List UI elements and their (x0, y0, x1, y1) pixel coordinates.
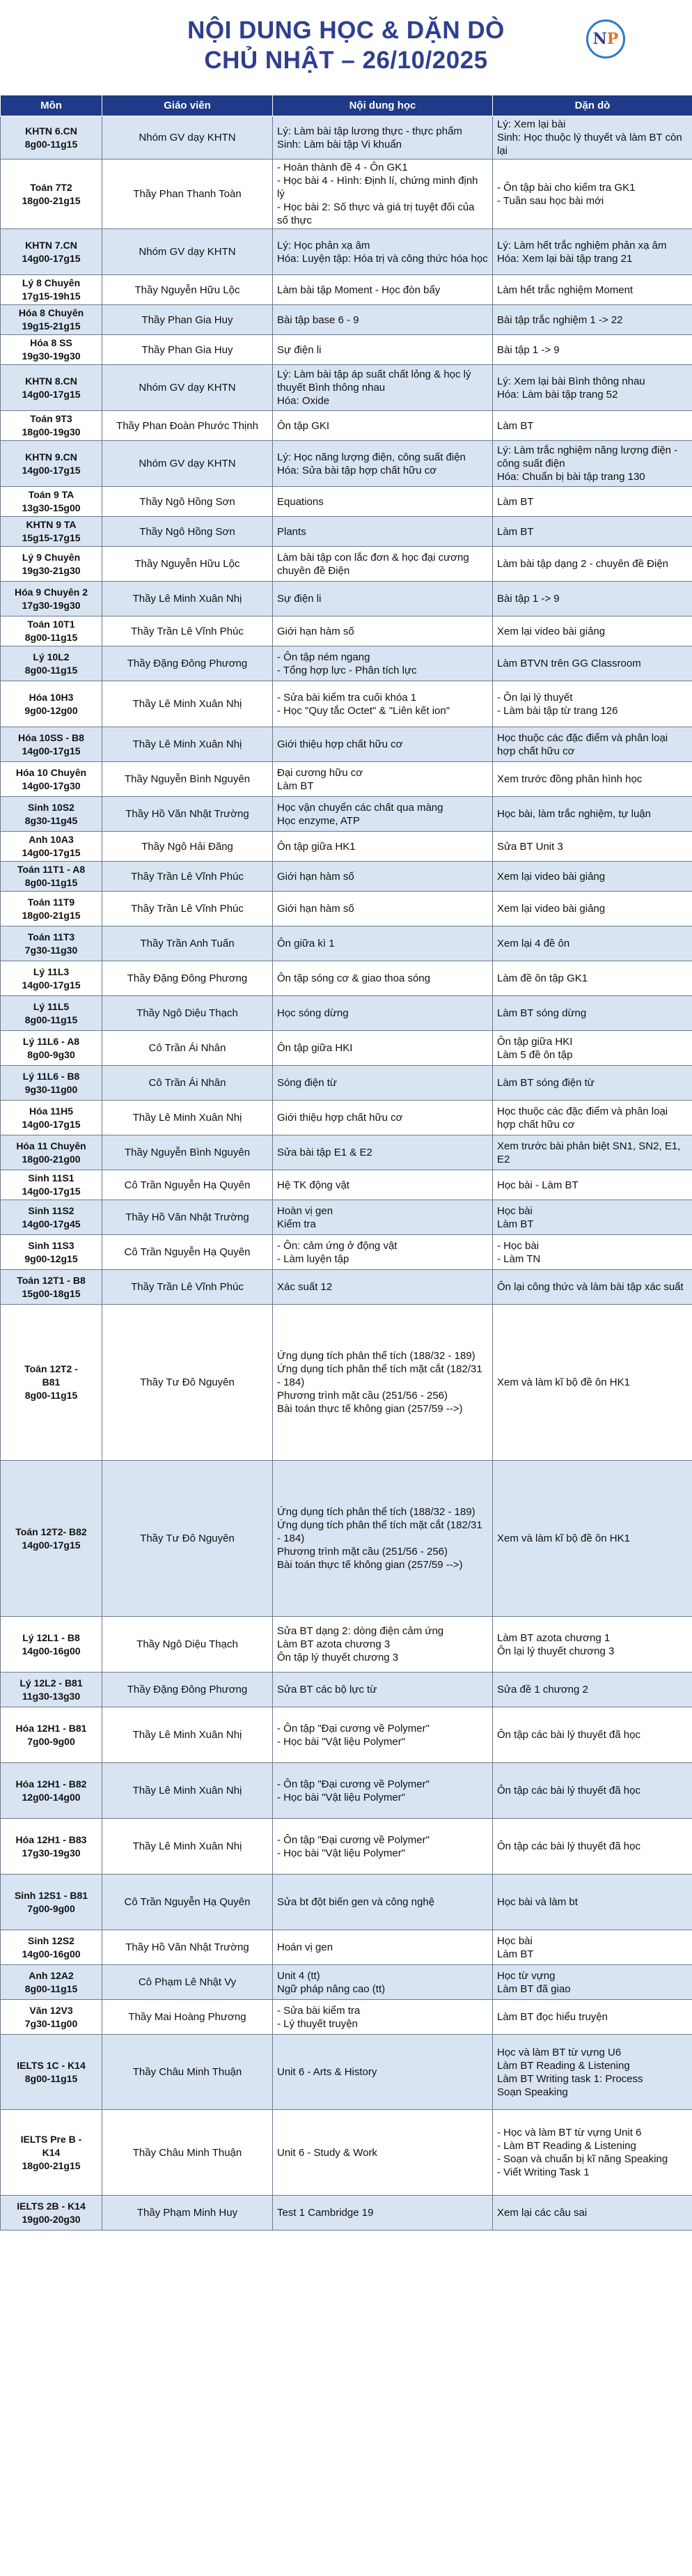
content-cell: Sóng điện từ (273, 1066, 493, 1101)
subject-cell: Sinh 11S1 14g00-17g15 (1, 1170, 102, 1200)
subject-cell: Hóa 12H1 - B81 7g00-9g00 (1, 1707, 102, 1763)
homework-cell: Học bài, làm trắc nghiệm, tự luận (493, 797, 692, 832)
content-cell: Sự điện li (273, 582, 493, 616)
teacher-cell: Cô Trần Ái Nhân (102, 1031, 273, 1066)
homework-cell: Làm BT (493, 517, 692, 547)
content-cell: Test 1 Cambridge 19 (273, 2196, 493, 2230)
subject-cell: Lý 12L1 - B8 14g00-16g00 (1, 1617, 102, 1673)
teacher-cell: Thầy Nguyễn Bình Nguyên (102, 762, 273, 797)
table-row (1, 1031, 692, 1066)
homework-cell: Xem lại 4 đề ôn (493, 926, 692, 961)
table-row (1, 832, 692, 862)
content-cell: Làm bài tập Moment - Học đòn bẩy (273, 275, 493, 305)
teacher-cell: Thầy Nguyễn Bình Nguyên (102, 1135, 273, 1170)
teacher-cell: Thầy Ngô Hải Đăng (102, 832, 273, 862)
homework-cell: Ôn tập giữa HKI Làm 5 đề ôn tập (493, 1031, 692, 1066)
subject-cell: Anh 10A3 14g00-17g15 (1, 832, 102, 862)
table-row (1, 996, 692, 1031)
teacher-cell: Thầy Đặng Đông Phương (102, 961, 273, 996)
content-cell: Giới thiệu hợp chất hữu cơ (273, 727, 493, 762)
homework-cell: Học bài - Làm BT (493, 1170, 692, 1200)
table-row (1, 616, 692, 646)
subject-cell: Hóa 12H1 - B83 17g30-19g30 (1, 1819, 102, 1875)
content-cell: - Sửa bài kiểm tra cuối khóa 1 - Học "Quy tắc Octet" & "Liên kết ion" (273, 681, 493, 727)
teacher-cell: Thầy Lê Minh Xuân Nhị (102, 1707, 273, 1763)
table-row (1, 681, 692, 727)
homework-cell: Học từ vựng Làm BT đã giao (493, 1965, 692, 2000)
table-row (1, 1170, 692, 1200)
col-header-teacher: Giáo viên (102, 95, 273, 116)
subject-cell: IELTS 2B - K14 19g00-20g30 (1, 2196, 102, 2230)
table-row (1, 365, 692, 411)
subject-cell: Lý 9 Chuyên 19g30-21g30 (1, 547, 102, 582)
teacher-cell: Thầy Trần Lê Vĩnh Phúc (102, 1270, 273, 1305)
content-cell: Đại cương hữu cơ Làm BT (273, 762, 493, 797)
subject-cell: Hóa 10 Chuyên 14g00-17g30 (1, 762, 102, 797)
teacher-cell: Thầy Lê Minh Xuân Nhị (102, 681, 273, 727)
content-cell: Bài tập base 6 - 9 (273, 305, 493, 335)
content-cell: Giới thiệu hợp chất hữu cơ (273, 1101, 493, 1135)
content-cell: - Ôn tập ném ngang - Tổng hợp lực - Phân tích lực (273, 646, 493, 681)
table-row (1, 1617, 692, 1673)
table-row (1, 2110, 692, 2196)
table-row (1, 335, 692, 365)
school-logo (581, 20, 630, 74)
subject-cell: Sinh 10S2 8g30-11g45 (1, 797, 102, 832)
teacher-cell: Thầy Phạm Minh Huy (102, 2196, 273, 2230)
homework-cell: Xem và làm kĩ bộ đề ôn HK1 (493, 1461, 692, 1617)
table-row (1, 441, 692, 487)
teacher-cell: Thầy Châu Minh Thuận (102, 2110, 273, 2196)
logo-subtitle (581, 61, 630, 65)
homework-cell: Làm BT (493, 487, 692, 517)
table-row (1, 517, 692, 547)
content-cell: Sự điện li (273, 335, 493, 365)
homework-cell: Sửa BT Unit 3 (493, 832, 692, 862)
subject-cell: Toán 10T1 8g00-11g15 (1, 616, 102, 646)
subject-cell: Toán 9T3 18g00-19g30 (1, 411, 102, 441)
table-row (1, 2035, 692, 2110)
content-cell: Sửa BT các bộ lực từ (273, 1673, 493, 1707)
teacher-cell: Thầy Hồ Văn Nhật Trường (102, 797, 273, 832)
subject-cell: Hóa 11H5 14g00-17g15 (1, 1101, 102, 1135)
homework-cell: - Học và làm BT từ vựng Unit 6 - Làm BT Reading & Listening - Soạn và chuẩn bị kĩ năng Speaking - Viết Writing Task 1 (493, 2110, 692, 2196)
homework-cell: Làm BTVN trên GG Classroom (493, 646, 692, 681)
subject-cell: Sinh 12S1 - B81 7g00-9g00 (1, 1875, 102, 1930)
subject-cell: Hóa 10SS - B8 14g00-17g15 (1, 727, 102, 762)
subject-cell: Hóa 10H3 9g00-12g00 (1, 681, 102, 727)
table-row (1, 411, 692, 441)
table-row (1, 1200, 692, 1235)
content-cell: Ôn giữa kì 1 (273, 926, 493, 961)
teacher-cell: Thầy Phan Gia Huy (102, 305, 273, 335)
homework-cell: Làm đề ôn tập GK1 (493, 961, 692, 996)
homework-cell: Học bài Làm BT (493, 1200, 692, 1235)
content-cell: Lý: Làm bài tập lương thực - thực phẩm Sinh: Làm bài tập Vi khuẩn (273, 116, 493, 160)
subject-cell: Toán 12T2- B82 14g00-17g15 (1, 1461, 102, 1617)
teacher-cell: Nhóm GV dạy KHTN (102, 116, 273, 160)
subject-cell: Toán 7T2 18g00-21g15 (1, 160, 102, 229)
teacher-cell: Cô Trần Nguyễn Hạ Quyên (102, 1235, 273, 1270)
content-cell: Ôn tập giữa HK1 (273, 832, 493, 862)
homework-cell: Bài tập 1 -> 9 (493, 582, 692, 616)
homework-cell: Làm BT sóng dừng (493, 996, 692, 1031)
content-cell: Ôn tập giữa HKI (273, 1031, 493, 1066)
teacher-cell: Thầy Ngô Hồng Sơn (102, 487, 273, 517)
teacher-cell: Cô Phạm Lê Nhật Vy (102, 1965, 273, 2000)
content-cell: Xác suất 12 (273, 1270, 493, 1305)
subject-cell: IELTS Pre B - K14 18g00-21g15 (1, 2110, 102, 2196)
content-cell: - Hoàn thành đề 4 - Ôn GK1 - Học bài 4 - Hình: Định lí, chứng minh định lý - Học bài 2: Số thực và giá trị tuyệt đối của số thực (273, 160, 493, 229)
teacher-cell: Thầy Lê Minh Xuân Nhị (102, 727, 273, 762)
homework-cell: - Học bài - Làm TN (493, 1235, 692, 1270)
subject-cell: KHTN 9.CN 14g00-17g15 (1, 441, 102, 487)
subject-cell: Sinh 12S2 14g00-16g00 (1, 1930, 102, 1965)
col-header-homework: Dặn dò (493, 95, 692, 116)
table-row (1, 1101, 692, 1135)
table-row (1, 797, 692, 832)
homework-cell: Xem lại các câu sai (493, 2196, 692, 2230)
content-cell: - Ôn tập "Đại cương về Polymer" - Học bài "Vật liệu Polymer" (273, 1763, 493, 1819)
content-cell: Unit 6 - Arts & History (273, 2035, 493, 2110)
content-cell: Sửa BT dạng 2: dòng điện cảm ứng Làm BT azota chương 3 Ôn tập lý thuyết chương 3 (273, 1617, 493, 1673)
subject-cell: Toán 12T2 - B81 8g00-11g15 (1, 1305, 102, 1461)
teacher-cell: Nhóm GV dạy KHTN (102, 441, 273, 487)
teacher-cell: Thầy Ngô Diệu Thạch (102, 996, 273, 1031)
subject-cell: Lý 11L6 - B8 9g30-11g00 (1, 1066, 102, 1101)
table-row (1, 1707, 692, 1763)
teacher-cell: Thầy Châu Minh Thuận (102, 2035, 273, 2110)
subject-cell: Lý 8 Chuyên 17g15-19h15 (1, 275, 102, 305)
teacher-cell: Thầy Hồ Văn Nhật Trường (102, 1200, 273, 1235)
teacher-cell: Thầy Ngô Hồng Sơn (102, 517, 273, 547)
table-row (1, 1066, 692, 1101)
content-cell: Sửa bài tập E1 & E2 (273, 1135, 493, 1170)
content-cell: Lý: Học phản xạ âm Hóa: Luyện tập: Hóa trị và công thức hóa học (273, 229, 493, 275)
subject-cell: Sinh 11S2 14g00-17g45 (1, 1200, 102, 1235)
homework-cell: Xem trước đồng phân hình học (493, 762, 692, 797)
content-cell: Lý: Làm bài tập áp suất chất lỏng & học lý thuyết Bình thông nhau Hóa: Oxide (273, 365, 493, 411)
subject-cell: Lý 12L2 - B81 11g30-13g30 (1, 1673, 102, 1707)
table-row (1, 727, 692, 762)
teacher-cell: Nhóm GV dạy KHTN (102, 365, 273, 411)
homework-cell: Học bài và làm bt (493, 1875, 692, 1930)
content-cell: Giới hạn hàm số (273, 616, 493, 646)
table-row (1, 1461, 692, 1617)
teacher-cell: Thầy Mai Hoàng Phương (102, 2000, 273, 2035)
table-row (1, 1235, 692, 1270)
content-cell: - Ôn tập "Đại cương về Polymer" - Học bài "Vật liệu Polymer" (273, 1707, 493, 1763)
homework-cell: Làm BT đọc hiểu truyện (493, 2000, 692, 2035)
subject-cell: Hóa 8 SS 19g30-19g30 (1, 335, 102, 365)
table-row (1, 892, 692, 926)
table-row (1, 116, 692, 160)
content-cell: Sửa bt đột biến gen và công nghệ (273, 1875, 493, 1930)
homework-cell: - Ôn tập bài cho kiểm tra GK1 - Tuần sau học bài mới (493, 160, 692, 229)
content-cell: Lý: Học năng lượng điện, công suất điện Hóa: Sửa bài tập hợp chất hữu cơ (273, 441, 493, 487)
subject-cell: Toán 11T9 18g00-21g15 (1, 892, 102, 926)
table-row (1, 961, 692, 996)
homework-cell: Bài tập trắc nghiệm 1 -> 22 (493, 305, 692, 335)
teacher-cell: Nhóm GV dạy KHTN (102, 229, 273, 275)
content-cell: Unit 6 - Study & Work (273, 2110, 493, 2196)
table-header-row (1, 95, 692, 116)
subject-cell: Toán 11T3 7g30-11g30 (1, 926, 102, 961)
homework-cell: Xem trước bài phản biệt SN1, SN2, E1, E2 (493, 1135, 692, 1170)
header (0, 0, 692, 95)
subject-cell: Toán 12T1 - B8 15g00-18g15 (1, 1270, 102, 1305)
table-row (1, 305, 692, 335)
subject-cell: Lý 11L5 8g00-11g15 (1, 996, 102, 1031)
logo-mark: N P (586, 20, 625, 59)
teacher-cell: Thầy Trần Anh Tuấn (102, 926, 273, 961)
content-cell: - Sửa bài kiểm tra - Lý thuyết truyện (273, 2000, 493, 2035)
content-cell: Giới hạn hàm số (273, 892, 493, 926)
teacher-cell: Thầy Ngô Diệu Thạch (102, 1617, 273, 1673)
subject-cell: Lý 11L6 - A8 8g00-9g30 (1, 1031, 102, 1066)
homework-cell: Xem lại video bài giảng (493, 862, 692, 892)
table-row (1, 1135, 692, 1170)
content-cell: Ôn tập sóng cơ & giao thoa sóng (273, 961, 493, 996)
table-row (1, 926, 692, 961)
teacher-cell: Thầy Lê Minh Xuân Nhị (102, 1819, 273, 1875)
content-cell: Hoán vị gen (273, 1930, 493, 1965)
teacher-cell: Thầy Lê Minh Xuân Nhị (102, 1763, 273, 1819)
homework-cell: Học thuộc các đặc điểm và phân loại hợp chất hữu cơ (493, 727, 692, 762)
content-cell: Ứng dụng tích phân thể tích (188/32 - 189) Ứng dụng tích phân thể tích mặt cắt (182/31 - 184) Phương trình mặt cầu (251/56 - 256) Bài toán thực tế không gian (257/59 -->) (273, 1305, 493, 1461)
subject-cell: KHTN 7.CN 14g00-17g15 (1, 229, 102, 275)
subject-cell: Hóa 11 Chuyên 18g00-21g00 (1, 1135, 102, 1170)
teacher-cell: Thầy Lê Minh Xuân Nhị (102, 1101, 273, 1135)
subject-cell: Toán 11T1 - A8 8g00-11g15 (1, 862, 102, 892)
table-row (1, 1305, 692, 1461)
teacher-cell: Thầy Phan Thanh Toàn (102, 160, 273, 229)
table-row (1, 1819, 692, 1875)
table-row (1, 582, 692, 616)
table-row (1, 487, 692, 517)
homework-cell: Làm bài tập dạng 2 - chuyên đề Điện (493, 547, 692, 582)
table-row (1, 1270, 692, 1305)
table-row (1, 275, 692, 305)
table-row (1, 1875, 692, 1930)
content-cell: Ôn tập GKI (273, 411, 493, 441)
teacher-cell: Thầy Phan Đoàn Phước Thịnh (102, 411, 273, 441)
subject-cell: Hóa 9 Chuyên 2 17g30-19g30 (1, 582, 102, 616)
homework-cell: Lý: Làm hết trắc nghiệm phản xạ âm Hóa: Xem lại bài tập trang 21 (493, 229, 692, 275)
content-cell: Hệ TK động vật (273, 1170, 493, 1200)
homework-cell: Học bài Làm BT (493, 1930, 692, 1965)
content-cell: Ứng dụng tích phân thể tích (188/32 - 189) Ứng dụng tích phân thể tích mặt cắt (182/31 - 184) Phương trình mặt cầu (251/56 - 256) Bài toán thực tế không gian (257/59 -->) (273, 1461, 493, 1617)
subject-cell: KHTN 9 TA 15g15-17g15 (1, 517, 102, 547)
teacher-cell: Thầy Lê Minh Xuân Nhị (102, 582, 273, 616)
table-row (1, 1965, 692, 2000)
homework-cell: Sửa đề 1 chương 2 (493, 1673, 692, 1707)
table-row (1, 1763, 692, 1819)
teacher-cell: Cô Trần Ái Nhân (102, 1066, 273, 1101)
homework-cell: Xem lại video bài giảng (493, 616, 692, 646)
teacher-cell: Thầy Tư Đô Nguyên (102, 1461, 273, 1617)
content-cell: - Ôn tập "Đại cương về Polymer" - Học bài "Vật liệu Polymer" (273, 1819, 493, 1875)
content-cell: Học sóng dừng (273, 996, 493, 1031)
homework-cell: Làm hết trắc nghiệm Moment (493, 275, 692, 305)
table-row (1, 1673, 692, 1707)
page-title: NỘI DUNG HỌC & DẶN DÒ (187, 17, 505, 44)
table-row (1, 2196, 692, 2230)
teacher-cell: Thầy Trần Lê Vĩnh Phúc (102, 892, 273, 926)
content-cell: Equations (273, 487, 493, 517)
homework-cell: Lý: Xem lại bài Bình thông nhau Hóa: Làm bài tập trang 52 (493, 365, 692, 411)
schedule-table (0, 95, 692, 2230)
subject-cell: Lý 10L2 8g00-11g15 (1, 646, 102, 681)
subject-cell: IELTS 1C - K14 8g00-11g15 (1, 2035, 102, 2110)
subject-cell: Toán 9 TA 13g30-15g00 (1, 487, 102, 517)
homework-cell: Ôn lại công thức và làm bài tập xác suất (493, 1270, 692, 1305)
teacher-cell: Thầy Đặng Đông Phương (102, 1673, 273, 1707)
content-cell: Unit 4 (tt) Ngữ pháp nâng cao (tt) (273, 1965, 493, 2000)
content-cell: Học vận chuyển các chất qua màng Học enzyme, ATP (273, 797, 493, 832)
subject-cell: Anh 12A2 8g00-11g15 (1, 1965, 102, 2000)
homework-cell: Lý: Xem lại bài Sinh: Học thuộc lý thuyết và làm BT còn lại (493, 116, 692, 160)
subject-cell: Văn 12V3 7g30-11g00 (1, 2000, 102, 2035)
homework-cell: Làm BT azota chương 1 Ôn lại lý thuyết chương 3 (493, 1617, 692, 1673)
subject-cell: Hóa 12H1 - B82 12g00-14g00 (1, 1763, 102, 1819)
content-cell: Làm bài tập con lắc đơn & học đại cương chuyên đề Điện (273, 547, 493, 582)
col-header-content: Nội dung học (273, 95, 493, 116)
table-body (1, 116, 692, 2230)
page-date: CHỦ NHẬT – 26/10/2025 (204, 47, 488, 74)
homework-cell: Làm BT sóng điện từ (493, 1066, 692, 1101)
content-cell: Giới hạn hàm số (273, 862, 493, 892)
col-header-subject: Môn (1, 95, 102, 116)
homework-cell: Ôn tập các bài lý thuyết đã học (493, 1707, 692, 1763)
teacher-cell: Thầy Hồ Văn Nhật Trường (102, 1930, 273, 1965)
table-row (1, 862, 692, 892)
homework-cell: Ôn tập các bài lý thuyết đã học (493, 1819, 692, 1875)
teacher-cell: Thầy Phan Gia Huy (102, 335, 273, 365)
teacher-cell: Thầy Trần Lê Vĩnh Phúc (102, 862, 273, 892)
teacher-cell: Thầy Nguyễn Hữu Lộc (102, 275, 273, 305)
subject-cell: KHTN 6.CN 8g00-11g15 (1, 116, 102, 160)
subject-cell: Hóa 8 Chuyên 19g15-21g15 (1, 305, 102, 335)
homework-cell: Học thuộc các đặc điểm và phân loại hợp chất hữu cơ (493, 1101, 692, 1135)
teacher-cell: Cô Trần Nguyễn Hạ Quyên (102, 1875, 273, 1930)
homework-cell: Ôn tập các bài lý thuyết đã học (493, 1763, 692, 1819)
homework-cell: Làm BT (493, 411, 692, 441)
subject-cell: KHTN 8.CN 14g00-17g15 (1, 365, 102, 411)
teacher-cell: Thầy Đặng Đông Phương (102, 646, 273, 681)
table-row (1, 646, 692, 681)
content-cell: - Ôn: cảm ứng ở động vật - Làm luyện tập (273, 1235, 493, 1270)
table-row (1, 2000, 692, 2035)
teacher-cell: Cô Trần Nguyễn Hạ Quyên (102, 1170, 273, 1200)
content-cell: Hoàn vị gen Kiểm tra (273, 1200, 493, 1235)
homework-cell: - Ôn lại lý thuyết - Làm bài tập từ trang 126 (493, 681, 692, 727)
homework-cell: Xem và làm kĩ bộ đề ôn HK1 (493, 1305, 692, 1461)
subject-cell: Lý 11L3 14g00-17g15 (1, 961, 102, 996)
table-row (1, 1930, 692, 1965)
homework-cell: Lý: Làm trắc nghiệm năng lượng điện - công suất điện Hóa: Chuẩn bị bài tập trang 130 (493, 441, 692, 487)
table-row (1, 160, 692, 229)
homework-cell: Xem lại video bài giảng (493, 892, 692, 926)
teacher-cell: Thầy Nguyễn Hữu Lộc (102, 547, 273, 582)
homework-cell: Bài tập 1 -> 9 (493, 335, 692, 365)
teacher-cell: Thầy Tư Đô Nguyên (102, 1305, 273, 1461)
subject-cell: Sinh 11S3 9g00-12g15 (1, 1235, 102, 1270)
table-row (1, 547, 692, 582)
content-cell: Plants (273, 517, 493, 547)
teacher-cell: Thầy Trần Lê Vĩnh Phúc (102, 616, 273, 646)
table-row (1, 762, 692, 797)
table-row (1, 229, 692, 275)
homework-cell: Học và làm BT từ vựng U6 Làm BT Reading & Listening Làm BT Writing task 1: Process Soạn Speaking (493, 2035, 692, 2110)
